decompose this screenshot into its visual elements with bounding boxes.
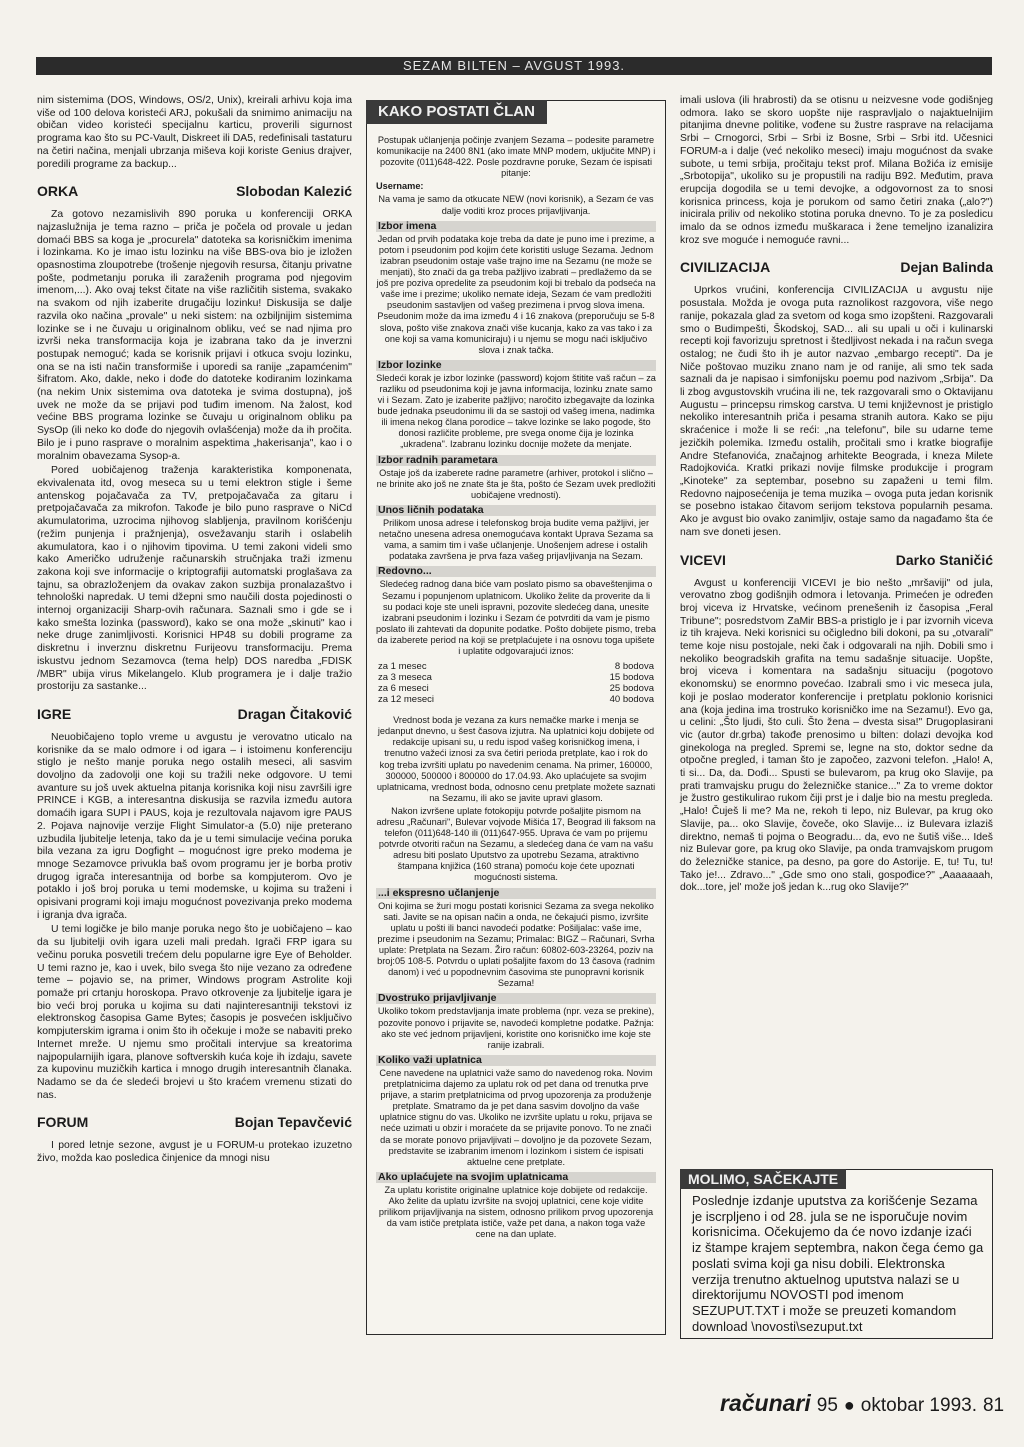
paragraph: Pored uobičajenog traženja karakteristika komponenata, ekvivalenata itd, ovog meseca su u temi elektron stigle i šeme antenskog pojačavača za TV, pretpojačavača za gitaru i pretpojačavača za mikrofon. Takođe je bilo puno rasprave o NiCd akumulatorima, uzrocima njihovog slabljenja, pravilnom korišćenju (režim punjenja i pražnjenja), osvežavanju starih i oslabelih akumulatora, kao i o njihovim tipovima. U temi zakoni videli smo kako Američko udruženje računarskih stručnjaka traži izmenu zakona koji sve informacije o kriptografiji automatski proglašava za tajnu, sa obrazloženjem da ovakav zakon suzbija pronalazaštvo i tehnološki napredak. U temi džepni smo naučili dosta pojedinosti o internoj organizaciji Sharp-ovih računara. Saznali smo i gde se i kako smešta lozinka (password), kako se ona može „skinuti" kao i neke druge zanimljivosti. Korisnici HP48 su dobili programe za diskretnu i inverznu diskretnu Furijeovu transformaciju. Prema iskustvu jednom Sezamovca (tema help) DOS naredba „FDISK /MBR" ubija virus Mikelangelo. Klub programera je i dalje tražio prostoriju za sastanke...: [37, 465, 352, 693]
page-header-bar: [36, 57, 992, 75]
paragraph: U temi logičke je bilo manje poruka nego što je uobičajeno – kao da su ljubitelji ovih igara uzeli mali predah. Igrači FRP igara su večinu poruka posvetili trećem delu popularne igre Eye of Beholder. U temi razno je, kao i uvek, bilo svega što nije vezano za određene teme – pojavio se, na primer, Windows program Astrolite koji pomaže pri crtanju horoskopa. Pravo otkrovenje za ljubitelje igara je bio veći broj poruka u kojima su dati najinteresantniji tekstovi iz elektronskog časopisa Game Bytes; časopis je posvećen isključivo kompjuterskim igrama i onim što ih očekuje i može se nabaviti preko Internet mreže. U njemu smo pročitali intervjue sa kreatorima najpopularnijih igara, planove softverskih kuća koje ih izdaju, savete za kupovinu muzičkih kartica i mnogo drugih interesantnih članaka. Nadamo se da će sledeći brojevi u što kraćem vremenu stizati do nas.: [37, 924, 352, 1101]
table-row: [376, 661, 656, 672]
header-title: SEZAM BILTEN – AVGUST 1993.: [402, 58, 626, 73]
section-title: CIVILIZACIJA: [680, 259, 771, 276]
period-cell: za 6 meseci: [378, 683, 429, 695]
section-header-vicevi: [680, 552, 993, 568]
issue-number: 95: [816, 1395, 838, 1416]
subheading: ...i ekspresno učlanjenje: [376, 888, 656, 899]
points-cell: 25 bodova: [609, 683, 654, 695]
forum-continued-text: nim sistemima (DOS, Windows, OS/2, Unix), kreirali arhivu koja ima više od 100 delova koristeći ARJ, pokušali da snimimo animaciju na običan video koristeći specijalnu karticu, proverili sigurnost programa kao što su PC-Vault, Diskreet ili DA5, redefinisali tastaturu na četiri načina, menjali ubrzanja miševa koji koriste Genius drajver, poredili programe za backup...: [37, 95, 352, 170]
paragraph: Avgust u konferenciji VICEVI je bio nešto „mršaviji" od jula, verovatno zbog godišnjih odmora i letovanja. Primećen je određen broj viceva iz Hrvatske, većinom prenešenih iz časopisa „Feral Tribune"; posredstvom ZaMir BBS-a pristiglo je i par izvornih viceva iz tih krajeva. Neki korisnici su očigledno bili dokoni, pa su „otvarali" teme koje nisu postojale, neki čak i odgovarali na njih. Dobili smo i nekoliko beogradskih grafita na temu sadašnje situacije. Uopšte, broj viceva i komentara na sadašnju situaciju (pogotovo ekonomsku) se enormno povećao. Izabrali smo i vic meseca jula, koji je poslao moderator konferencije i pretplatu poklonio korisnici ana (koja jedina ima trostruko korisničko ime na Sezamu!). Evo ga, u celini: „Što ljudi, što culi. Što žena – dvesta sisa!" Drugoplasirani vic (autor dr.grba) takođe prenosimo u bilten: dolazi devojka kod ginekologa na pregled. Spremi se, legne na sto, doktor sedne da otpočne pregled, i taman što je započeo, zazvoni telefon. „Halo! A, ti si... Da, da. Dođi... Spusti se bulevarom, pa krug oko Slavije, pa prati tramvajsku prugu do železničke stanice..." Za to vreme doktor je žustro gestikulirao rukom čiji prst je i dalje bio na mestu pregleda. „Halo! Čuješ li me? Ma ne, rekoh ti lepo, niz Bulevar, pa krug oko Slavije, pa... oko Slavije, čoveče, oko Slavije... iz Bulevara izlaziš direktno, nemaš ti pojma o Beogradu... da, evo ne šutiš više... Ideš niz Bulevar gore, pa krug oko Slavije, pa onda tramvajskom prugom do železničke stanice, pa desno, pa gore do Astorije. E, tu! Tu, tu! Tako je!... Zdravo..." „Gde smo ono stali, gospođice?" „Aaaaaaah, dok...tore, jel' može još jedan k...rug oko Slavije?": [680, 577, 993, 894]
table-row: [376, 694, 656, 705]
box-paragraph: Ostaje još da izaberete radne parametre (arhiver, protokol i slično – ne brinite ako još ne znate šta je šta, pošto će Sezam uvek predložiti uobičajene vrednosti).: [376, 467, 656, 500]
points-cell: 8 bodova: [614, 661, 654, 673]
membership-box-title: KAKO POSTATI ČLAN: [366, 100, 547, 124]
subheading: Izbor imena: [376, 221, 656, 232]
magazine-logo: računari: [720, 1390, 811, 1416]
box-paragraph: Oni kojima se žuri mogu postati korisnici Sezama za svega nekoliko sati. Javite se na opisan način a onda, ne čekajući pismo, izvršite uplatu u pošti ili banci navodeći podatke: Pošiljalac: vaše ime, prezime i pseudonim na Sezamu; Primalac: BIGZ – Računari, Svrha uplate: Pretplata na Sezam. Žiro račun: 60802-603-23264, poziv na broj:05 108-5. Potvrdu o uplati pošaljite faxom do 13 časova (radnim danom) i već u popodnevnim časovima ste punopravni korisnik Sezama!: [377, 900, 655, 989]
subheading: Izbor radnih parametara: [376, 455, 656, 466]
paragraph: Za gotovo nezamislivih 890 poruka u konferenciji ORKA najzaslužnija je tema razno – priča je počela od provale u jedan domaći BBS sa koga je „procurela" datoteka sa korisničkim imenima i lozinkama. Ko je imao istu lozinku na više BBS-ova bio je izložen opasnostima zloupotrebe (trošenje njegovih resursa, čitanju privatne pošte, podmetanju poruka ili zaraženih programa pod njegovim imenom,...). Ako ovaj tekst čitate na više različitih sistema, svakako na svakom od njih izaberite drugačiju lozinku! Diskusija se dalje razvila oko načina „provale" u neki sistem: na ozbiljnijim sistemima lozinke se i ne čuvaju u originalnom obliku, već se nad njima pro izvrši neka transformacija koja je izabrana tako da je inverzni postupak nemoguć; kada se korisnik prijavi i otkuca svoju lozinku, ona se na isti način transformiše i uporedi sa ranije „zapamćenim" šifratom. Ako, dakle, neko i dođe do datoteke kodiranim lozinkama (na nekim Unix sistemima ova datoteka je svima dostupna), još uvek ne može da se prijavi pod tuđim imenom. Na žalost, kod većine BBS programa lozinke se čuvaju u originalnom obliku pa SysOp (ili neko ko dođe do njegovih ovlašćenja) može da ih pročita. Bilo je i puno rasprave o moralnim aspektima „hakerisanja", kao i o moralnim obavezama Sysop-a.: [37, 209, 352, 462]
section-header-igre: [37, 706, 352, 722]
membership-box: [366, 100, 666, 1335]
section-title: FORUM: [37, 1114, 89, 1131]
section-author: Bojan Tepavčević: [234, 1114, 352, 1131]
points-cell: 40 bodova: [609, 694, 654, 706]
column-left: [37, 95, 352, 1168]
username-label: Username:: [376, 181, 424, 192]
period-cell: za 12 meseci: [378, 694, 434, 706]
box-paragraph: Sledećeg radnog dana biće vam poslato pismo sa obaveštenjima o Sezamu i popunjenom uplatnicom. Ukoliko želite da proverite da li su podaci koje ste uneli ispravni, pozovite sledećeg dana, unesite izabrani pseudonim i lozinku i Sezam će potvrditi da vam je pismo poslato ili zahtevati da dopunite podatke. Pošto dobijete pismo, treba da izaberete period na koji se pretplaćujete i na osnovu toga upišete i uplatite odgovarajući iznos:: [376, 579, 656, 657]
box-paragraph: Za uplatu koristite originalne uplatnice koje dobijete od redakcije. Ako želite da uplatu izvršite na svojoj uplatnici, cene koje vidite prilikom prijavljivanja na sistem, odnosno prilikom prvog upozorenja da vam ističe pretplata ističe, važe pet dana, a nakon toga važe cene na dan uplate.: [378, 1184, 654, 1240]
box-paragraph: Cene navedene na uplatnici važe samo do navedenog roka. Novim pretplatnicima dajemo za uplatu rok od pet dana od trenutka prve prijave, a starim pretplatnicima od prvog upozorenja za produženje pretplate. Smatramo da je pet dana sasvim dovoljno da vaše uplatnice stignu do vas. Ukoliko ne izvršite uplatu u roku, prijava se neće uzimati u obzir i moraćete da se prijavite ponovo. To ne znači da se morate ponovo prijavljivati – dovoljno je da pozovete Sezam, predstavite se izabranim imenom i lozinkom i sistem će ispisati aktuelne cene pretplate.: [379, 1067, 653, 1167]
page-number: 81: [982, 1395, 1005, 1416]
paragraph: Neuobičajeno toplo vreme u avgustu je verovatno uticalo na korisnike da se malo odmore i od igara – i istoimenu konferenciju stiglo je nešto manje poruka nego ostalih meseci, ali sasvim dovoljno da zadovolji one koji su tražili neke odgovore. U temi avanture su još uvek aktuelna pitanja korisnika koji nisu završili igre PRINCE i KGB, a interesantna diskusija se razvila između autora domaćih igara SUPI i PAUS, koja je rezultovala najavom igre PAUS 2. Pojava najnovije verzije Flight Simulator-a (5.0) nije preterano uzbudila ljubitelje letenja, tako da je u temi simulacije većina poruka bila vezana za igru Dogfight – mogućnost igre preko modema je mnoge Sezamovce privukla baš ovom programu jer je borba protiv drugog igrača interesantnija od borbe sa kompjuterom. Ovo je potaklo i još broj poruka u temi modemske, u kojima su traženi i opisivani programi koji imaju mogućnost povezivanja preko modema i igranja dva igrača.: [37, 731, 352, 921]
section-title: VICEVI: [680, 551, 726, 568]
section-author: Dejan Balinda: [900, 259, 993, 276]
notice-box-title: MOLIMO, SAČEKAJTE: [680, 1169, 846, 1189]
subheading: Izbor lozinke: [376, 360, 656, 371]
paragraph: I pored letnje sezone, avgust je u FORUM-u protekao izuzetno živo, možda kao posledica činjenice da mnogi nisu: [37, 1140, 352, 1165]
period-cell: za 3 meseca: [378, 672, 432, 684]
subheading: Unos ličnih podataka: [376, 505, 656, 516]
section-title: IGRE: [37, 705, 72, 722]
forum-continued-text: imali uslova (ili hrabrosti) da se otisnu u neizvesne vode godišnjeg odmora. Iako se skoro uopšte nije raspravljalo o najaktuelnijim pitanjima dnevne politike, vođene su žustre rasprave na relacijama Srbi – Crnogorci, Srbi – Srbi iz Bosne, Srbi – Srbi itd. Učesnici FORUM-a i dalje (već nekoliko meseci) imaju mogućnost da svake subote, u temi srbija, pročitaju tekst prof. Milana Božića iz emisije „Srbotopija", ukoliko su je propustili na radiju B92. Međutim, prava erupcija dogodila se u temi devojke, a odgovornost za to snosi korisnica princess, koja je porukom od samo četiri znaka („alo?") inicirala priliv od nekoliko stotina poruka dnevno. To je za posledicu imalo da se odnos između muškaraca i žene temeljno izanalizira kroz sve moguće i nemoguće ravni...: [680, 95, 993, 246]
box-paragraph: Sledeći korak je izbor lozinke (password) kojom štitite vaš račun – za razliku od pseudonima koji je javna informacija, lozinku znate samo vi i Sezam. Zato je izaberite pažljivo; naročito izbegavajte da lozinka bude jednaka pseudonimu ili da se sastoji od vašeg imena, nadimka ili imena nekog člana porodice – takve lozinke se lako pogode, što donosi različite probleme, pre svega onome čija je lozinka „ukradena". Izabranu lozinku docnije možete da menjate.: [376, 372, 656, 450]
period-cell: za 1 mesec: [378, 661, 427, 673]
table-row: [376, 683, 656, 694]
paragraph: Uprkos vrućini, konferencija CIVILIZACIJA u avgustu nije posustala. Možda je ovoga puta raznolikost razgovora, više nego ranije, pokazala glad za svetom od koga smo izopšteni. Razgovarali smo o Budimpešti, Škodskoj, SAD... ali su upali u oči i kulinarski recepti koji favorizuju spretnost i štedljivost nekada i na račun svega ostalog; ne čudi što ih je autor nazvao „embargo recepti". Da je Niče poštovao muziku znano nam je od ranije, ali smo tek sada saznali da je napisao i simfonijsku poemu pod nazivom „Srbija". Da li zbog avgustovskih vrućina ili ne, tek razgovarali smo o Oktavijanu Augustu – princepsu rimskog carstva. U temi književnost je pristiglo nekoliko interesantnih priča i pesama stranih autora. Kako se piju skraćenice i može li se reći: „na telefonu", bile su udarne teme jezičkih polemika. Između ostalih, pročitali smo i kratke biografije Andre Stefanovića, značajnog arhitekte Beograda, i kneza Milete Radojkovića. Kratki prikazi novije filmske produkcije i program „Kinoteke" za septembar, posebno su zapaženi u temi film. Redovno najposećenija je tema muzika – ovoga puta jedan korisnik se posebno istakao čitavom serijom tekstova popularnih pesama. Ako je avgust bio ovako zanimljiv, ostaje samo da nagađamo šta će nam sve doneti jesen.: [680, 285, 993, 538]
box-paragraph: Nakon izvršene uplate fotokopiju potvrde pošaljite pismom na adresu „Računari", Bulevar vojvode Mišića 17, Beograd ili faksom na telefon (011)648-140 ili (011)647-955. Uprava će vam po prijemu potvrde otvoriti račun na Sezamu, a sledećeg dana će vam na vašu adresu biti poslato Uputstvo za upotrebu Sezama, atraktivno štampana knjižica (160 strana) pomoću koje ćete upoznati mogućnosti sistema.: [376, 805, 656, 883]
box-intro: Postupak učlanjenja počinje zvanjem Sezama – podesite parametre komunikacije na 2400 8N1 (ako imate MNP modem, uključite MNP) i pozovite (011)648-422. Posle pozdravne poruke, Sezam će ispisati pitanje:: [376, 135, 656, 179]
column-right: [680, 95, 993, 897]
price-table: [376, 661, 656, 705]
notice-box-text: Poslednje izdanje uputstva za korišćenje Sezama je iscrpljeno i od 28. jula se ne isporučuje novim korisnicima. Očekujemo da će novo izdanje izaći iz štampe krajem septembra, nakon čega ćemo ga poslati svima koji ga nisu dobili. Elektronska verzija trenutno aktuelnog uputstva nalazi se u direktorijumu NOVOSTI pod imenom SEZUPUT.TXT i može se preuzeti komandom download \novosti\sezuput.txt: [692, 1193, 984, 1334]
section-author: Dragan Čitaković: [237, 705, 352, 722]
box-paragraph: Vrednost boda je vezana za kurs nemačke marke i menja se jedanput dnevno, u šest časova izjutra. Na uplatnici koju dobijete od redakcije upisani su, u redu ispod vašeg korisničkog imena, i trenutno važeći iznosi za sva četiri perioda pretplate, kao i rok do kog treba izvršiti uplatu po navedenim cenama. Na primer, 160000, 300000, 500000 i 800000 do 17.04.93. Ako uplaćujete sa svojim uplatnicama, vrednost boda, odnosno cenu pretplate možete saznati na Sezamu, ili ako se javite upravi glasom.: [376, 715, 656, 803]
username-text: Na vama je samo da otkucate NEW (novi korisnik), a Sezam će vas dalje voditi kroz proces prijavljivanja.: [378, 194, 654, 216]
section-header-forum: [37, 1114, 352, 1130]
page-footer: [720, 1390, 1004, 1417]
bullet-icon: ●: [843, 1395, 855, 1415]
subheading: Koliko važi uplatnica: [376, 1055, 656, 1066]
section-author: Slobodan Kalezić: [236, 183, 352, 200]
section-header-orka: [37, 183, 352, 199]
section-header-civilizacija: [680, 259, 993, 275]
subheading: Ako uplaćujete na svojim uplatnicama: [376, 1172, 656, 1183]
section-title: ORKA: [37, 183, 79, 200]
issue-date: oktobar 1993.: [860, 1395, 977, 1416]
table-row: [376, 672, 656, 683]
section-author: Darko Staničić: [895, 551, 993, 568]
points-cell: 15 bodova: [609, 672, 654, 684]
box-paragraph: Prilikom unosa adrese i telefonskog broja budite vema pažljivi, jer netačno unesena adresa onemogućava kontakt Uprava Sezama sa vama, a samim tim i vaše učlanjenje. Unošenjem adrese i ostalih podataka završena je prva faza vašeg prijavljivanja na Sezam.: [378, 518, 654, 562]
subheading: Dvostruko prijavljivanje: [376, 993, 656, 1004]
subheading: Redovno...: [376, 566, 656, 577]
box-paragraph: Ukoliko tokom predstavljanja imate problema (npr. veza se prekine), pozovite ponovo i prijavite se, navodeći kompletne podatke. Pažnja: ako ste već jednom prijavljeni, koristite ono korisničko ime koje ste ranije izabrali.: [377, 1006, 655, 1050]
box-paragraph: Jedan od prvih podataka koje treba da date je puno ime i prezime, a potom i pseudonim pod kojim ćete koristiti usluge Sezama. Jednom izabran pseudonim ostaje vaše trajno ime na Sezamu (ne može se menjati), što znači da ga treba pažljivo izabrati – predlažemo da se još pre poziva opredelite za pseudonim koji bi trebalo da podseća na vaše ime i prezime; ukoliko nemate ideja, Sezam će vam predložiti pseudonim sastavljen od vašeg prezimena i prvog slova imena. Pseudonim može da ima između 4 i 16 znakova (preporučuju se 5-8 slova, pošto više znakova znači više kucanja, kako za vas tako i za one koji sa vama komuniciraju) i u njemu se mogu naći isključivo slova i znak tačka.: [376, 233, 656, 355]
